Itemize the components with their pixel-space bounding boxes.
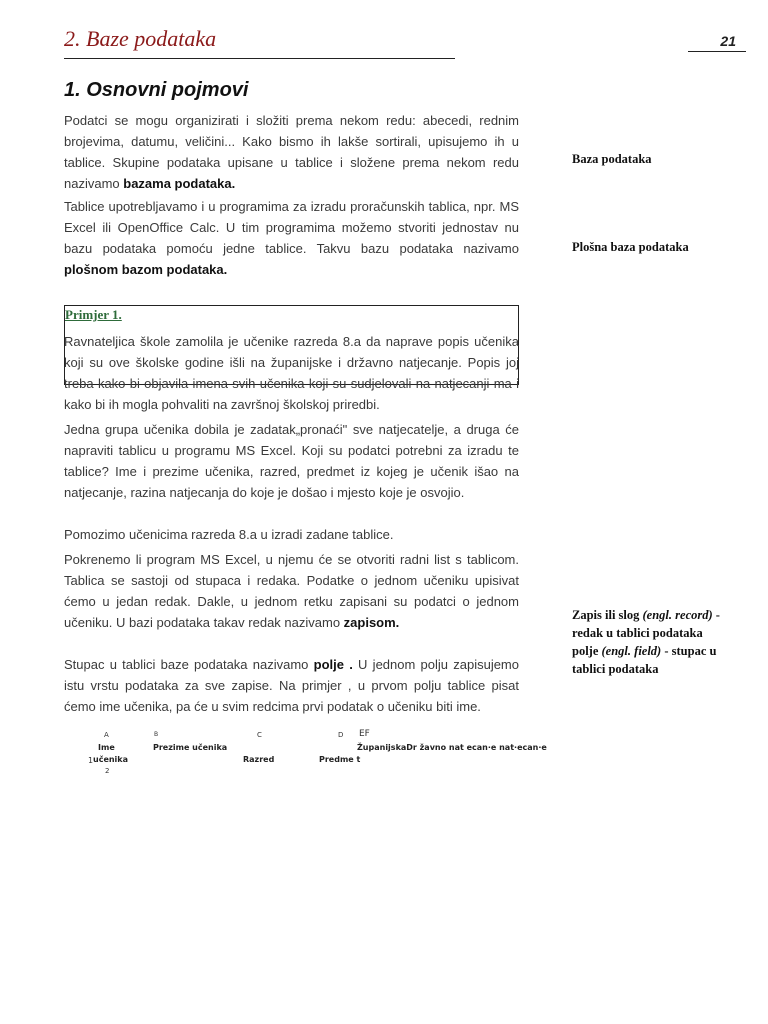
- paragraph-excel: [64, 549, 519, 633]
- term-polje: polje .: [313, 657, 353, 672]
- term-baza-podataka: bazama podataka.: [123, 176, 236, 191]
- page-number-rule: [688, 51, 746, 52]
- term-zapis: zapisom.: [343, 615, 400, 630]
- paragraph-excel-text: Pokrenemo li program MS Excel, u njemu će se otvoriti radni list s tablicom. Tablica se sastoji od stupaca i redaka. Podatke o jednom učeniku upisivat ćemo u jedan redak. Dakle, u jednom retku zapisani su podatci o jednom učeniku. U bazi podataka takav redak nazivamo: [64, 552, 519, 630]
- section-title: 1. Osnovni pojmovi: [64, 79, 249, 101]
- page-number: 21: [720, 33, 736, 49]
- cell-prezime: Prezime učenika: [153, 743, 228, 752]
- column-header-b: B: [154, 731, 159, 738]
- margin-note-zapis-c: - stupac u tablici podataka: [572, 644, 717, 676]
- margin-note-plosna: Plošna baza podataka: [572, 240, 689, 254]
- paragraph-polje-text-b: U jednom polju zapisujemo istu vrstu podataka za sve zapise. Na primjer , u prvom polju tablice pisat ćemo ime učenika, pa će u svim redcima prvi podatak o učeniku biti ime.: [64, 657, 519, 714]
- column-header-d: D: [338, 731, 344, 739]
- margin-note-zapis: [572, 606, 732, 678]
- row-header-1: 1: [88, 756, 94, 765]
- paragraph-tablice-text: Tablice upotrebljavamo i u programima za izradu proračunskih tablica, npr. MS Excel ili OpenOffice Calc. U tim programima možemo stvoriti jednostav nu bazu podataka pomoću jedne tablice. Takvu bazu podataka nazivamo: [64, 199, 519, 256]
- column-header-c: C: [257, 731, 262, 739]
- cell-ucenika: učenika: [93, 755, 129, 764]
- chapter-title: 2. Baze podataka: [64, 26, 217, 51]
- paragraph-polje-text-a: Stupac u tablici baze podataka nazivamo: [64, 657, 314, 672]
- paragraph-grupa: Jedna grupa učenika dobila je zadatak„pronaći" sve natjecatelje, a druga će napraviti tablicu u programu MS Excel. Koji su podatci potrebni za izradu te tablice? Ime i prezime učenika, razred, predmet iz kojeg je učenik išao na natjecanje, razina natjecanja do koje je došao i mjesto koje je osvojio.: [64, 422, 519, 500]
- paragraph-example: Ravnateljica škole zamolila je učenike razreda 8.a da naprave popis učenika koji su ove školske godine išli na županijske i državno natjecanje. Popis joj treba kako bi objavila imena svih učenika koji su sudjelovali na natjecanji ma i kako bi ih mogla pohvaliti na završnoj školskoj priredbi.: [64, 334, 519, 412]
- margin-note-zapis-a: Zapis ili slog: [572, 608, 643, 622]
- row-header-2: 2: [105, 767, 110, 775]
- paragraph-intro: [64, 110, 519, 194]
- margin-note-zapis-b: - redak u tablici podataka polje: [572, 608, 720, 658]
- margin-note-record: (engl. record): [642, 608, 713, 622]
- cell-razred: Razred: [243, 755, 275, 764]
- term-plosna-baza: plošnom bazom podataka.: [64, 262, 228, 277]
- cell-zupanijska: ŽupanijskaDr žavno nat ecan·e nat·ecan·e: [357, 743, 547, 752]
- paragraph-pomozimo: Pomozimo učenicima razreda 8.a u izradi zadane tablice.: [64, 527, 394, 542]
- cell-ime: Ime: [98, 743, 115, 752]
- chapter-title-rule: [64, 58, 455, 59]
- paragraph-tablice: [64, 196, 519, 280]
- column-header-a: A: [104, 731, 109, 739]
- example-title: Primjer 1.: [65, 307, 122, 322]
- paragraph-polje: [64, 654, 519, 717]
- paragraph-intro-text: Podatci se mogu organizirati i složiti prema nekom redu: abecedi, rednim brojevima, datumu, veličini... Kako bismo ih lakše sortirali, upisujemo ih u tablice. Skupine podataka upisane u tablice i složene prema nekom redu nazivamo: [64, 113, 519, 191]
- column-header-ef: EF: [359, 729, 370, 739]
- margin-note-baza: Baza podataka: [572, 152, 652, 166]
- margin-note-field: (engl. field): [601, 644, 662, 658]
- cell-predmet: Predme t: [319, 755, 361, 764]
